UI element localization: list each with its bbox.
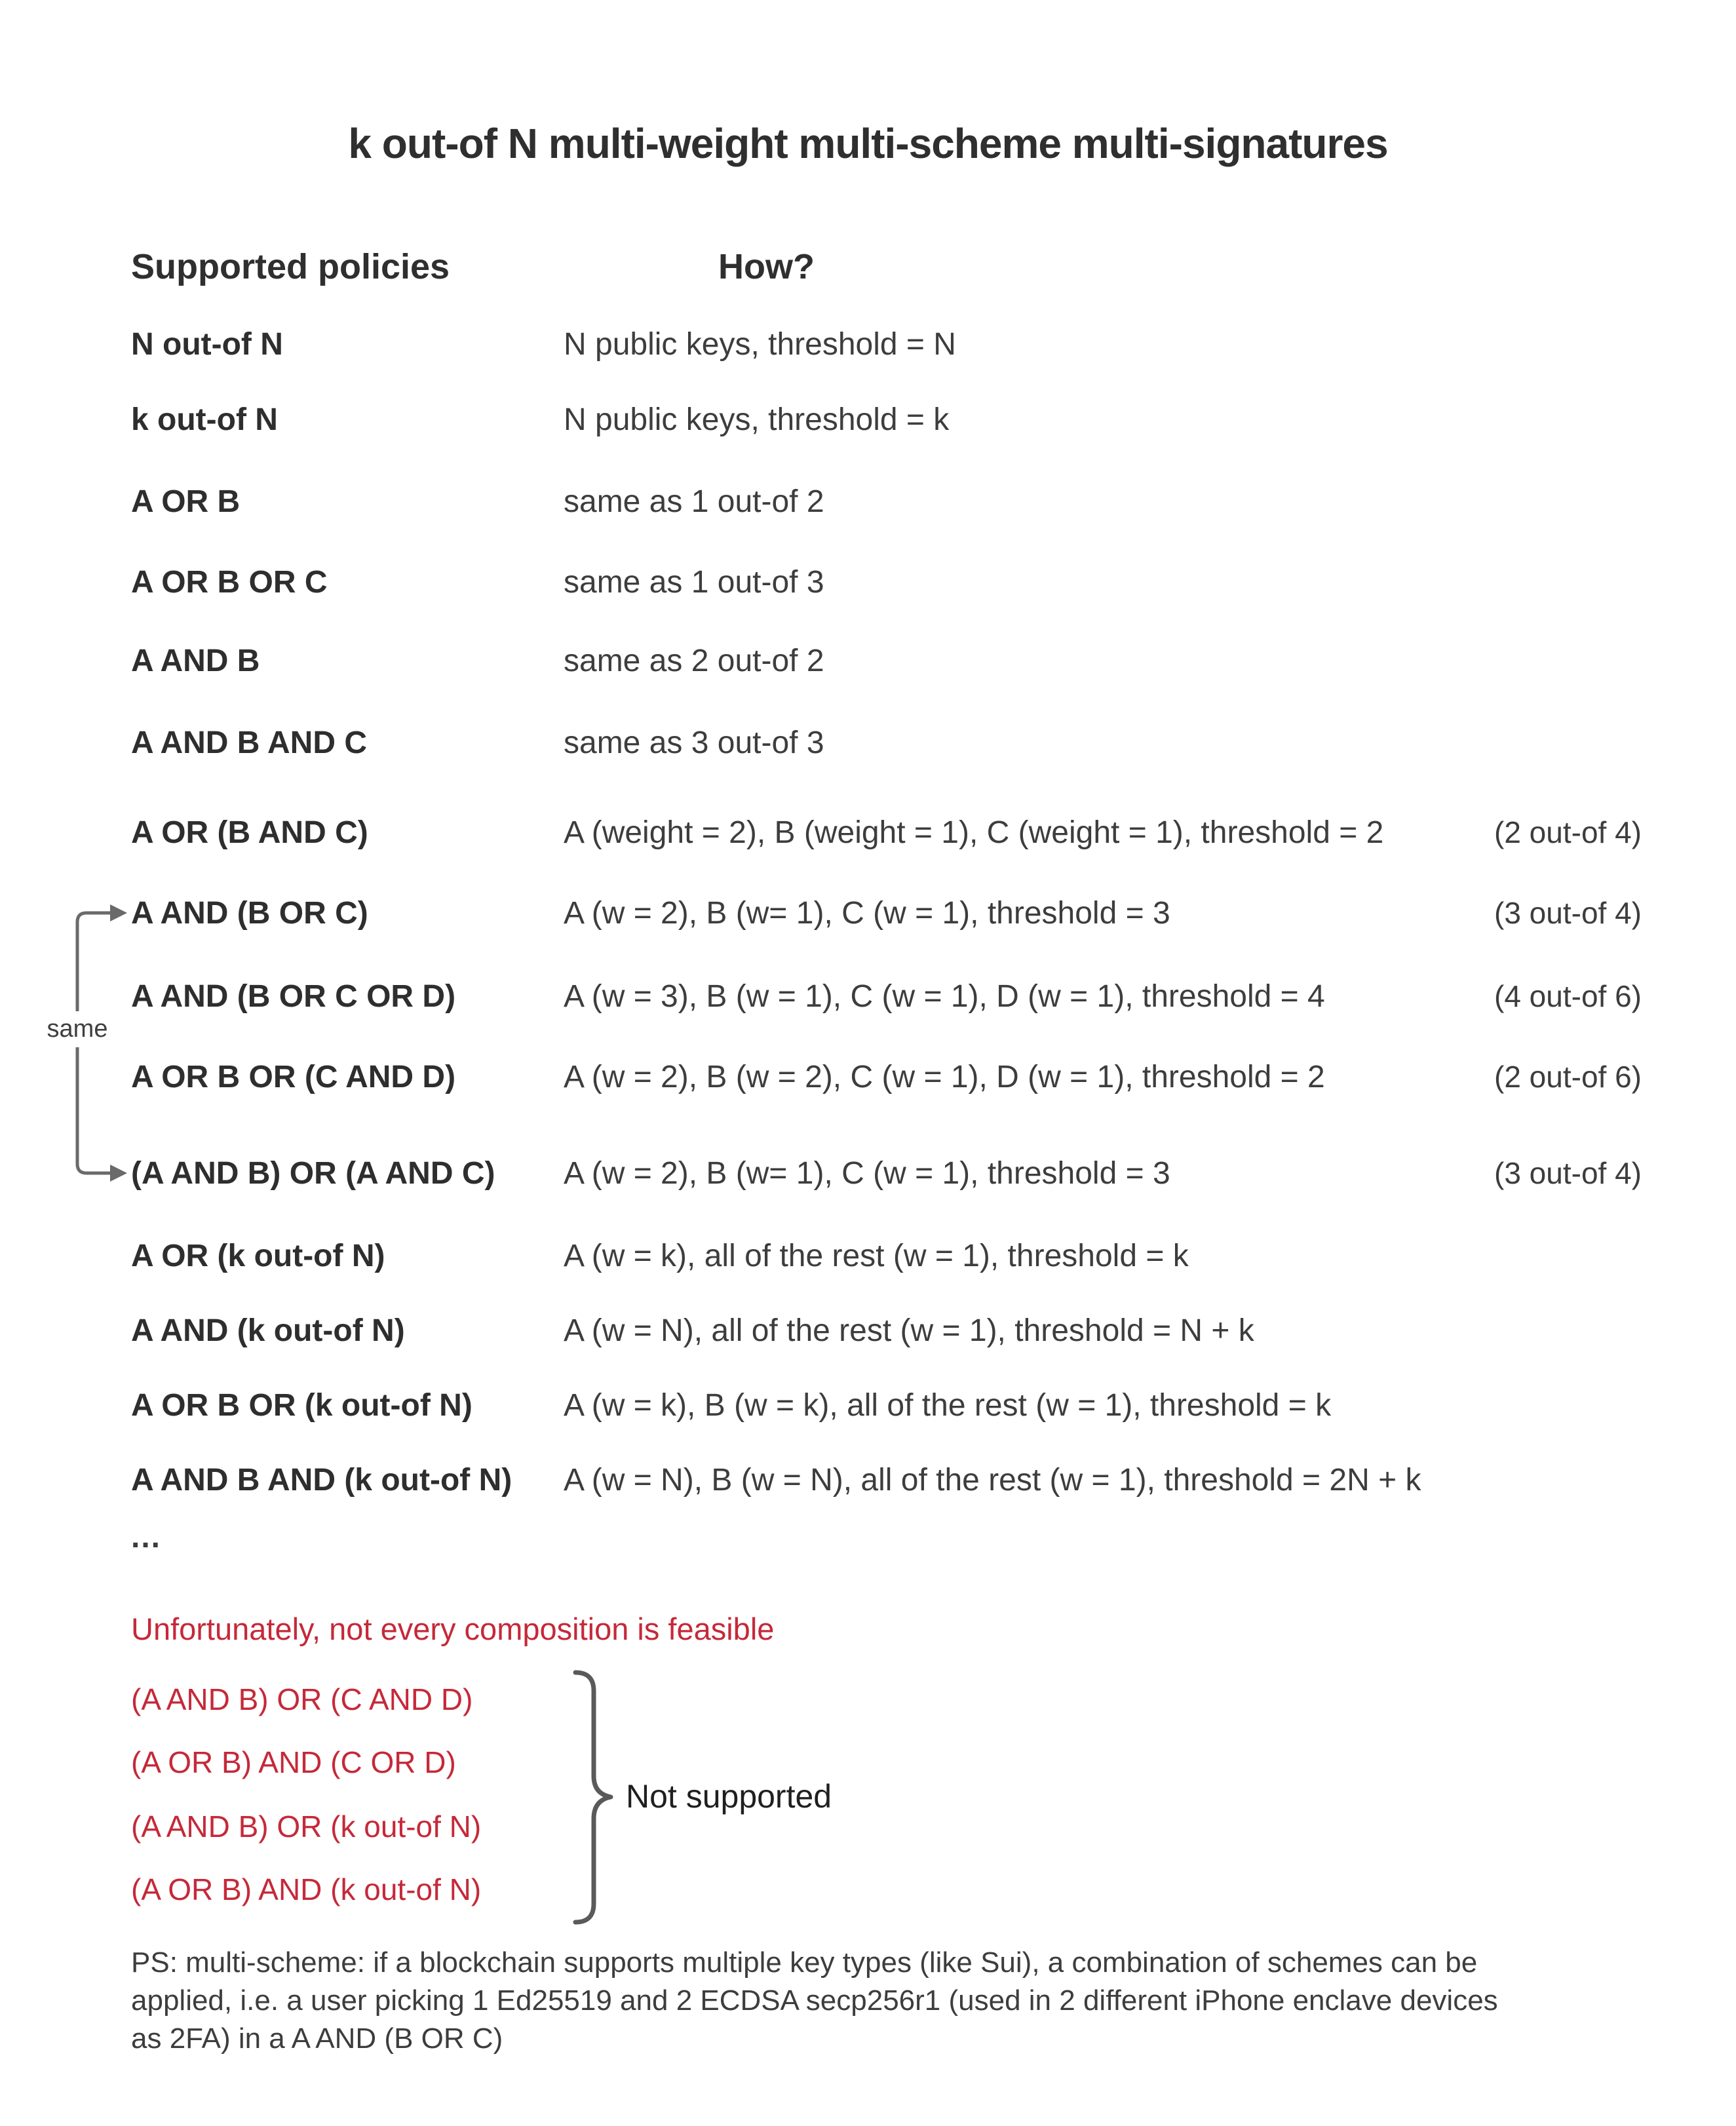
table-row	[131, 814, 1651, 851]
infeasible-item: (A AND B) OR (C AND D)	[131, 1682, 473, 1716]
policy-name: N out-of N	[131, 326, 283, 362]
infeasible-item: (A AND B) OR (k out-of N)	[131, 1809, 482, 1844]
policy-name: A AND (B OR C)	[131, 895, 368, 931]
policy-how: A (weight = 2), B (weight = 1), C (weight = 1), threshold = 2	[564, 815, 1384, 850]
policy-name: A AND (k out-of N)	[131, 1313, 405, 1348]
table-row	[131, 1387, 1651, 1423]
table-row	[131, 1058, 1651, 1095]
table-header	[0, 246, 1736, 286]
policy-how: same as 3 out-of 3	[564, 725, 824, 760]
ps-line: applied, i.e. a user picking 1 Ed25519 and 2 ECDSA secp256r1 (used in 2 different iPhone enclave devices	[131, 1984, 1498, 2017]
page-title: k out-of N multi-weight multi-scheme multi-signatures	[348, 120, 1388, 167]
policy-how: A (w = N), B (w = N), all of the rest (w = 1), threshold = 2N + k	[564, 1462, 1421, 1498]
policy-note: (2 out-of 6)	[1494, 1060, 1642, 1094]
policy-name: (A AND B) OR (A AND C)	[131, 1155, 495, 1191]
policy-how: A (w = k), all of the rest (w = 1), threshold = k	[564, 1238, 1189, 1273]
ps-line: as 2FA) in a A AND (B OR C)	[131, 2022, 503, 2055]
policy-name: k out-of N	[131, 402, 278, 437]
policy-how: A (w = 3), B (w = 1), C (w = 1), D (w = 1), threshold = 4	[564, 978, 1325, 1014]
policy-name: A OR B OR C	[131, 564, 328, 600]
policy-name: A OR B OR (k out-of N)	[131, 1387, 473, 1423]
arrow-right-icon	[110, 904, 127, 921]
policy-how: A (w = 2), B (w = 2), C (w = 1), D (w = 1), threshold = 2	[564, 1059, 1325, 1094]
infeasible-item: (A OR B) AND (k out-of N)	[131, 1872, 482, 1906]
header-supported-policies: Supported policies	[131, 247, 450, 286]
policy-note: (4 out-of 6)	[1494, 979, 1642, 1013]
policy-name: A AND B AND C	[131, 725, 367, 760]
policy-how: N public keys, threshold = N	[564, 326, 956, 362]
policy-name: A OR (B AND C)	[131, 815, 368, 850]
policy-how: A (w = N), all of the rest (w = 1), threshold = N + k	[564, 1313, 1254, 1348]
table-row	[131, 1312, 1651, 1349]
not-supported-label: Not supported	[626, 1778, 832, 1815]
policy-how: A (w = 2), B (w= 1), C (w = 1), threshold = 3	[564, 895, 1170, 931]
policy-how: same as 2 out-of 2	[564, 643, 824, 678]
policy-how: A (w = k), B (w = k), all of the rest (w = 1), threshold = k	[564, 1387, 1332, 1423]
table-row	[131, 1237, 1651, 1274]
policy-name: A AND B	[131, 643, 260, 678]
table-row	[131, 724, 1651, 761]
ps-line: PS: multi-scheme: if a blockchain supports multiple key types (like Sui), a combination of schemes can be	[131, 1946, 1478, 1979]
arrow-right-icon	[110, 1165, 127, 1182]
policy-name: A AND (B OR C OR D)	[131, 978, 456, 1014]
policy-name: A AND B AND (k out-of N)	[131, 1462, 512, 1498]
table-row	[131, 978, 1651, 1015]
table-row	[131, 401, 1651, 438]
table-row	[131, 895, 1651, 931]
policy-name: A OR (k out-of N)	[131, 1238, 385, 1273]
policy-how: same as 1 out-of 2	[564, 484, 824, 519]
policy-note: (3 out-of 4)	[1494, 896, 1642, 930]
policy-how: A (w = 2), B (w= 1), C (w = 1), threshold = 3	[564, 1155, 1170, 1191]
policy-how: N public keys, threshold = k	[564, 402, 950, 437]
infeasible-heading: Unfortunately, not every composition is feasible	[131, 1612, 775, 1646]
policy-note: (2 out-of 4)	[1494, 815, 1642, 849]
table-row	[131, 483, 1651, 520]
table-row	[131, 1461, 1651, 1498]
table-row	[131, 642, 1651, 679]
table-row	[131, 326, 1651, 362]
ps-note	[131, 1944, 1638, 2058]
policy-how: same as 1 out-of 3	[564, 564, 824, 600]
table-row	[131, 564, 1651, 600]
table-row	[131, 1155, 1651, 1191]
policy-name: A OR B OR (C AND D)	[131, 1059, 456, 1094]
policy-note: (3 out-of 4)	[1494, 1156, 1642, 1190]
ellipsis: ...	[131, 1520, 162, 1555]
header-how: How?	[718, 247, 815, 286]
infeasible-item: (A OR B) AND (C OR D)	[131, 1745, 456, 1779]
policy-name: A OR B	[131, 484, 241, 519]
same-label: same	[37, 1011, 117, 1047]
